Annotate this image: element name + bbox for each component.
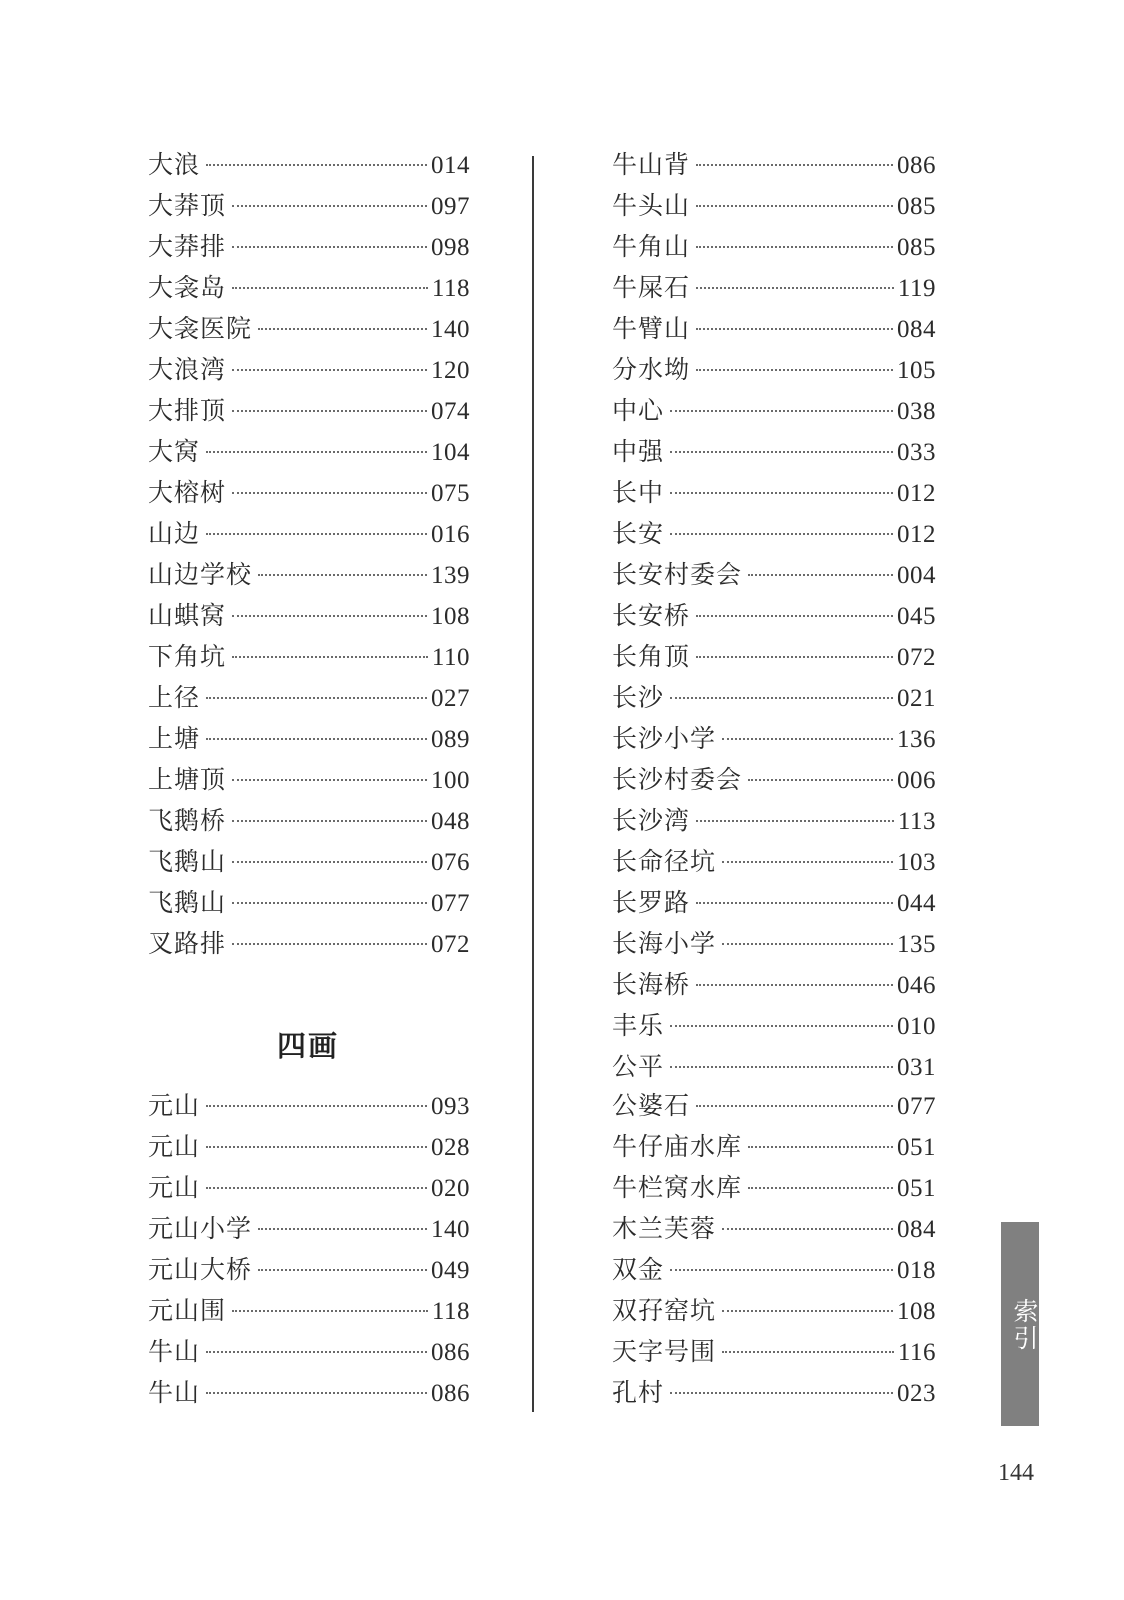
entry-page: 089 [431,726,470,753]
dot-leader [232,820,427,822]
index-entry [612,1129,936,1165]
entry-page: 046 [897,972,936,999]
entry-page: 049 [431,1257,470,1284]
entry-name: 长安桥 [612,601,691,630]
entry-name: 牛臂山 [612,314,691,343]
entry-page: 016 [431,521,470,548]
dot-leader [696,902,893,904]
entry-page: 014 [431,152,470,179]
entry-page: 077 [897,1093,936,1120]
entry-page: 119 [897,275,936,302]
entry-page: 118 [431,1298,470,1325]
entry-page: 084 [897,316,936,343]
dot-leader [722,738,893,740]
entry-page: 098 [431,234,470,261]
index-entry [148,557,470,593]
entry-name: 大莽排 [148,232,227,261]
entry-page: 033 [897,439,936,466]
index-entry [148,885,470,921]
dot-leader [206,1146,427,1148]
entry-name: 元山 [148,1091,201,1120]
entry-name: 长沙湾 [612,806,691,835]
index-entry [148,926,470,962]
dot-leader [258,574,427,576]
dot-leader [206,533,427,535]
index-entry [148,270,470,306]
dot-leader [696,820,894,822]
entry-name: 山边 [148,519,201,548]
entry-name: 牛仔庙水库 [612,1132,743,1161]
entry-name: 上塘顶 [148,765,227,794]
entry-name: 飞鹅桥 [148,806,227,835]
entry-page: 086 [431,1339,470,1366]
entry-name: 牛角山 [612,232,691,261]
entry-name: 上塘 [148,724,201,753]
index-entry [148,844,470,880]
dot-leader [722,861,893,863]
entry-name: 长沙小学 [612,724,717,753]
entry-name: 大莽顶 [148,191,227,220]
entry-page: 139 [431,562,470,589]
page-number: 144 [998,1460,1034,1486]
index-entry [612,393,936,429]
dot-leader [232,943,427,945]
dot-leader [232,1310,428,1312]
entry-name: 元山围 [148,1296,227,1325]
dot-leader [206,1351,427,1353]
dot-leader [696,1105,893,1107]
index-entry [612,557,936,593]
dot-leader [206,738,427,740]
entry-page: 076 [431,849,470,876]
entry-name: 丰乐 [612,1011,665,1040]
index-entry [612,680,936,716]
entry-name: 大排顶 [148,396,227,425]
entry-page: 108 [897,1298,936,1325]
index-entry [612,926,936,962]
dot-leader [258,1269,427,1271]
dot-leader [232,902,427,904]
entry-name: 牛栏窝水库 [612,1173,743,1202]
entry-name: 分水坳 [612,355,691,384]
dot-leader [232,779,427,781]
index-entry [612,762,936,798]
entry-page: 018 [897,1257,936,1284]
dot-leader [696,984,893,986]
index-entry [612,1375,936,1411]
dot-leader [206,1392,427,1394]
entry-name: 上径 [148,683,201,712]
index-entry [148,311,470,347]
dot-leader [232,369,427,371]
dot-leader [206,1187,427,1189]
entry-page: 044 [897,890,936,917]
index-entry [612,803,936,839]
entry-name: 中强 [612,437,665,466]
entry-page: 074 [431,398,470,425]
index-entry [148,762,470,798]
dot-leader [232,246,427,248]
index-entry [612,598,936,634]
dot-leader [670,451,893,453]
index-entry [148,680,470,716]
entry-name: 飞鹅山 [148,888,227,917]
entry-page: 051 [897,1175,936,1202]
entry-name: 牛山背 [612,150,691,179]
index-entry [148,352,470,388]
index-entry [148,393,470,429]
entry-name: 长角顶 [612,642,691,671]
entry-name: 双金 [612,1255,665,1284]
index-entry [612,1211,936,1247]
index-entry [148,434,470,470]
dot-leader [696,369,893,371]
index-entry [148,1334,470,1370]
dot-leader [670,492,893,494]
entry-name: 长沙 [612,683,665,712]
entry-name: 元山 [148,1173,201,1202]
entry-page: 075 [431,480,470,507]
index-entry [148,516,470,552]
entry-name: 大浪湾 [148,355,227,384]
dot-leader [670,697,893,699]
dot-leader [670,1269,893,1271]
entry-page: 010 [897,1013,936,1040]
entry-page: 027 [431,685,470,712]
entry-page: 104 [431,439,470,466]
entry-name: 元山 [148,1132,201,1161]
dot-leader [748,779,893,781]
entry-name: 大榕树 [148,478,227,507]
dot-leader [696,164,893,166]
index-entry [612,147,936,183]
entry-name: 公婆石 [612,1091,691,1120]
dot-leader [232,656,428,658]
dot-leader [722,1228,893,1230]
dot-leader [670,1392,893,1394]
entry-name: 长命径坑 [612,847,717,876]
entry-page: 136 [897,726,936,753]
dot-leader [722,1310,893,1312]
entry-page: 105 [897,357,936,384]
index-entry [148,1088,470,1124]
dot-leader [670,410,893,412]
entry-page: 012 [897,480,936,507]
entry-page: 103 [897,849,936,876]
entry-page: 045 [897,603,936,630]
entry-name: 长海桥 [612,970,691,999]
dot-leader [722,1351,894,1353]
entry-name: 双孖窑坑 [612,1296,717,1325]
entry-name: 元山小学 [148,1214,253,1243]
index-entry [148,598,470,634]
index-entry [612,352,936,388]
entry-page: 116 [897,1339,936,1366]
entry-page: 072 [897,644,936,671]
index-entry [148,1252,470,1288]
dot-leader [670,1025,893,1027]
index-entry [612,639,936,675]
entry-name: 公平 [612,1052,665,1081]
entry-page: 086 [431,1380,470,1407]
entry-name: 长沙村委会 [612,765,743,794]
index-side-tab [1001,1222,1039,1426]
dot-leader [206,451,427,453]
entry-name: 牛山 [148,1378,201,1407]
index-entry [612,885,936,921]
dot-leader [206,697,427,699]
index-entry [612,516,936,552]
dot-leader [722,943,893,945]
entry-page: 028 [431,1134,470,1161]
entry-page: 110 [431,644,470,671]
dot-leader [258,328,427,330]
index-entry [612,1008,936,1044]
dot-leader [206,164,427,166]
index-entry [148,475,470,511]
index-entry [612,967,936,1003]
index-entry [148,1375,470,1411]
dot-leader [696,328,893,330]
entry-name: 孔村 [612,1378,665,1407]
entry-page: 072 [431,931,470,958]
dot-leader [670,533,893,535]
index-entry [148,1293,470,1329]
index-entry [148,721,470,757]
entry-page: 086 [897,152,936,179]
entry-name: 大浪 [148,150,201,179]
entry-page: 004 [897,562,936,589]
index-entry [612,1293,936,1329]
index-entry [148,803,470,839]
index-entry [612,1170,936,1206]
entry-page: 023 [897,1380,936,1407]
entry-page: 097 [431,193,470,220]
entry-page: 135 [897,931,936,958]
dot-leader [696,287,894,289]
entry-page: 085 [897,234,936,261]
index-entry [612,1252,936,1288]
entry-page: 020 [431,1175,470,1202]
dot-leader [696,656,893,658]
index-entry [148,229,470,265]
entry-name: 牛山 [148,1337,201,1366]
entry-name: 大衾医院 [148,314,253,343]
dot-leader [232,205,427,207]
entry-page: 021 [897,685,936,712]
entry-page: 140 [431,316,470,343]
dot-leader [748,1146,893,1148]
entry-page: 140 [431,1216,470,1243]
entry-page: 031 [897,1054,936,1081]
index-entry [612,1088,936,1124]
dot-leader [258,1228,427,1230]
entry-name: 大窝 [148,437,201,466]
entry-name: 飞鹅山 [148,847,227,876]
entry-page: 100 [431,767,470,794]
entry-name: 长罗路 [612,888,691,917]
index-entry [612,721,936,757]
index-entry [612,844,936,880]
entry-name: 长安村委会 [612,560,743,589]
index-entry [612,475,936,511]
index-entry [612,1049,936,1085]
dot-leader [232,861,427,863]
entry-name: 木兰芙蓉 [612,1214,717,1243]
entry-page: 118 [431,275,470,302]
entry-page: 108 [431,603,470,630]
dot-leader [232,615,427,617]
index-entry [612,270,936,306]
entry-name: 牛头山 [612,191,691,220]
index-entry [148,639,470,675]
entry-page: 085 [897,193,936,220]
entry-name: 山边学校 [148,560,253,589]
dot-leader [748,1187,893,1189]
index-entry [148,147,470,183]
entry-page: 048 [431,808,470,835]
section-heading: 四画 [277,1029,340,1063]
entry-page: 006 [897,767,936,794]
index-entry [612,188,936,224]
index-entry [612,1334,936,1370]
dot-leader [748,574,893,576]
dot-leader [670,1066,893,1068]
dot-leader [232,287,428,289]
entry-name: 天字号围 [612,1337,717,1366]
entry-name: 中心 [612,396,665,425]
entry-page: 113 [897,808,936,835]
dot-leader [206,1105,427,1107]
entry-name: 长中 [612,478,665,507]
entry-name: 叉路排 [148,929,227,958]
index-entry [612,434,936,470]
dot-leader [696,246,893,248]
entry-name: 长海小学 [612,929,717,958]
entry-page: 077 [431,890,470,917]
column-divider [532,156,534,1412]
index-entry [148,1211,470,1247]
entry-page: 051 [897,1134,936,1161]
entry-name: 牛屎石 [612,273,691,302]
index-entry [612,311,936,347]
entry-name: 大衾岛 [148,273,227,302]
dot-leader [696,205,893,207]
index-entry [612,229,936,265]
dot-leader [696,615,893,617]
index-entry [148,1170,470,1206]
entry-page: 012 [897,521,936,548]
entry-page: 120 [431,357,470,384]
side-tab-label: 索引 [1010,1298,1039,1352]
entry-name: 山蜞窝 [148,601,227,630]
index-entry [148,1129,470,1165]
entry-name: 下角坑 [148,642,227,671]
entry-page: 093 [431,1093,470,1120]
entry-name: 长安 [612,519,665,548]
entry-page: 084 [897,1216,936,1243]
entry-page: 038 [897,398,936,425]
entry-name: 元山大桥 [148,1255,253,1284]
dot-leader [232,410,427,412]
dot-leader [232,492,427,494]
index-entry [148,188,470,224]
